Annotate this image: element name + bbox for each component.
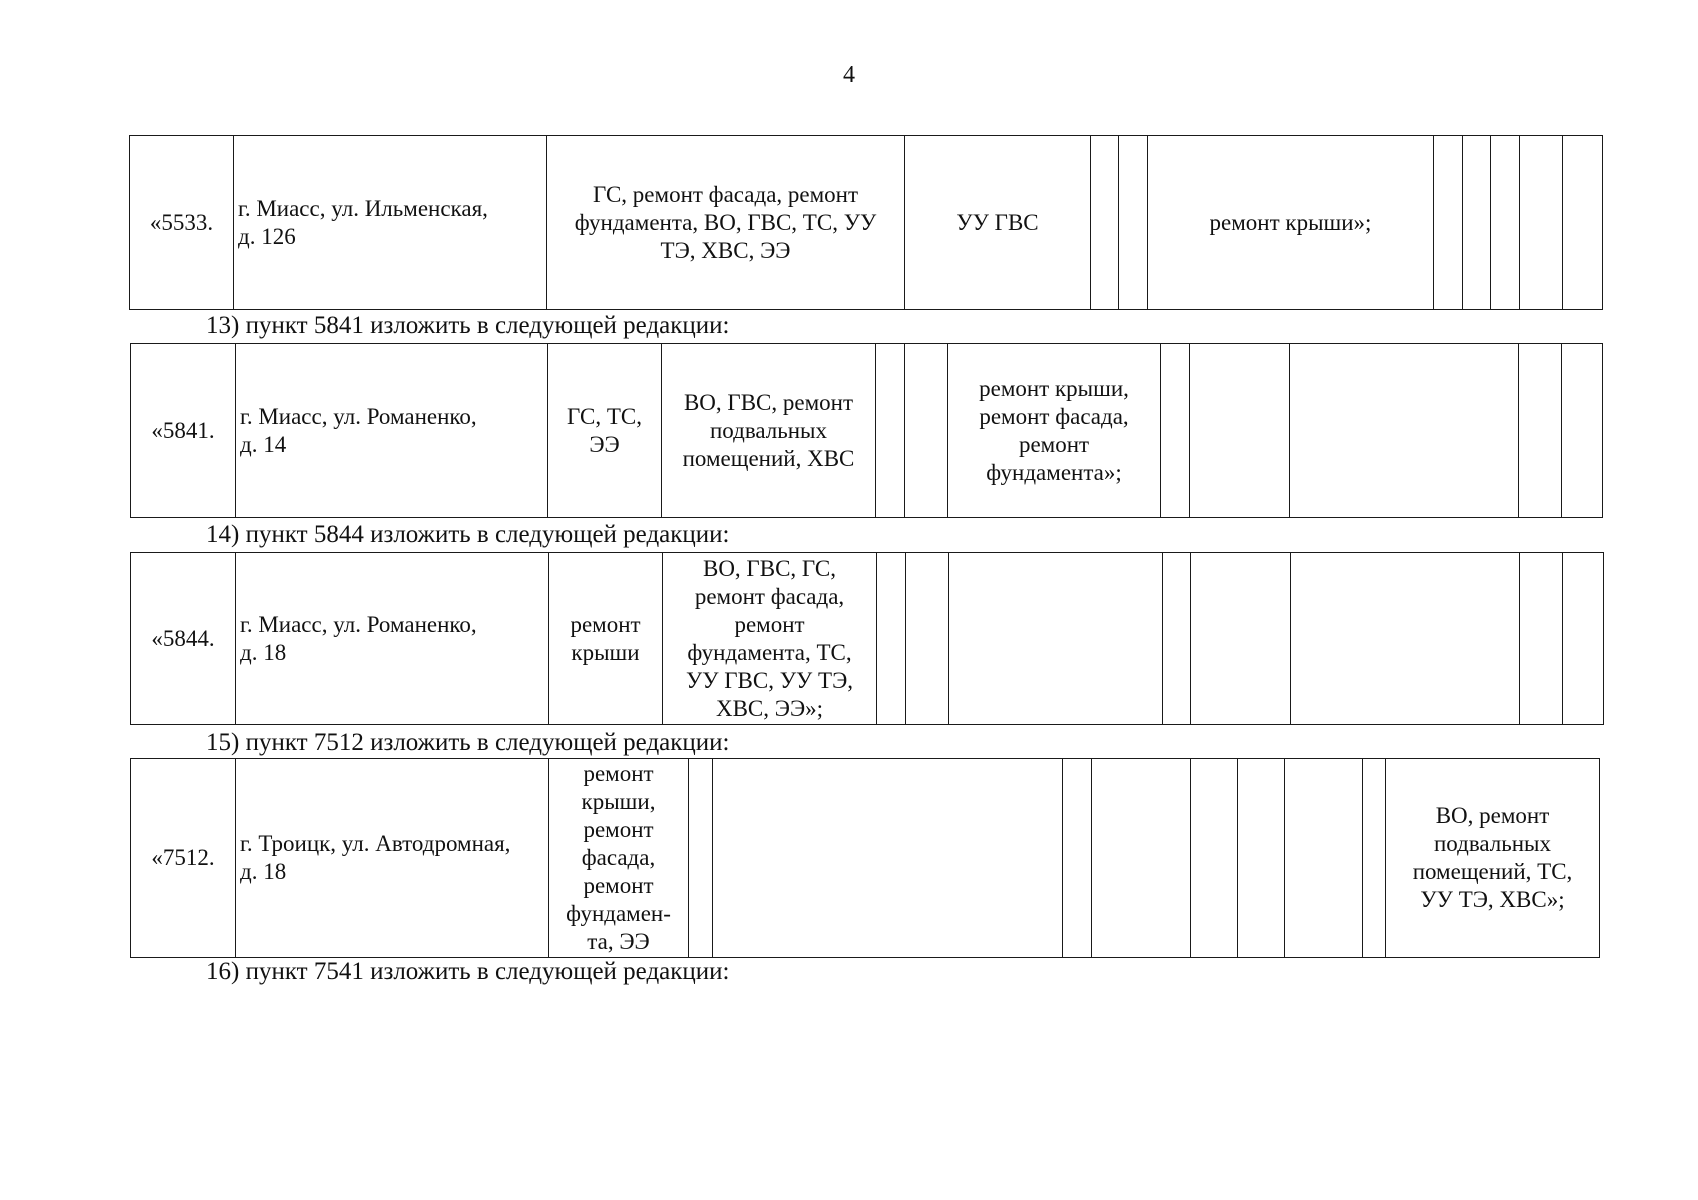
empty-cell (877, 553, 906, 725)
empty-cell (1063, 759, 1092, 958)
empty-cell (1091, 136, 1119, 310)
empty-cell (1290, 344, 1519, 518)
page-number: 4 (843, 62, 855, 88)
row-works: ВО, ремонт подвальных помещений, ТС, УУ ТЭ, ХВС»; (1386, 759, 1600, 958)
row-address: г. Миасс, ул. Романенко, д. 18 (236, 553, 549, 725)
row-works: ремонт крыши, ремонт фасада, ремонт фундамен- та, ЭЭ (549, 759, 689, 958)
row-address: г. Троицк, ул. Автодромная, д. 18 (236, 759, 549, 958)
amendment-caption: 14) пункт 5844 изложить в следующей редакции: (206, 521, 730, 548)
table-row-7512 (130, 758, 1600, 958)
row-works: ремонт крыши (549, 553, 663, 725)
row-address: г. Миасс, ул. Ильменская, д. 126 (234, 136, 547, 310)
empty-cell (905, 344, 948, 518)
empty-cell (1520, 136, 1563, 310)
empty-cell (1434, 136, 1463, 310)
amendment-caption: 13) пункт 5841 изложить в следующей редакции: (206, 312, 730, 339)
row-address: г. Миасс, ул. Романенко, д. 14 (236, 344, 548, 518)
empty-cell (1163, 553, 1191, 725)
empty-cell (906, 553, 949, 725)
row-works: ремонт крыши, ремонт фасада, ремонт фундамента»; (948, 344, 1161, 518)
row-works: ремонт крыши»; (1148, 136, 1434, 310)
empty-cell (1562, 344, 1603, 518)
empty-cell (1520, 553, 1563, 725)
row-works: ГС, ремонт фасада, ремонт фундамента, ВО, ГВС, ТС, УУ ТЭ, ХВС, ЭЭ (547, 136, 905, 310)
empty-cell (1563, 136, 1603, 310)
empty-cell (1285, 759, 1363, 958)
empty-cell (1092, 759, 1191, 958)
empty-cell (1161, 344, 1190, 518)
row-number: «5533. (130, 136, 234, 310)
row-works: УУ ГВС (905, 136, 1091, 310)
row-number: «5841. (131, 344, 236, 518)
empty-cell (1491, 136, 1520, 310)
empty-cell (689, 759, 713, 958)
empty-cell (876, 344, 905, 518)
empty-cell (1191, 553, 1291, 725)
row-number: «5844. (131, 553, 236, 725)
empty-cell (1363, 759, 1386, 958)
empty-cell (1563, 553, 1604, 725)
row-number: «7512. (131, 759, 236, 958)
empty-cell (1291, 553, 1520, 725)
row-works: ВО, ГВС, ГС, ремонт фасада, ремонт фундамента, ТС, УУ ГВС, УУ ТЭ, ХВС, ЭЭ»; (663, 553, 877, 725)
empty-cell (1238, 759, 1285, 958)
row-works: ГС, ТС, ЭЭ (548, 344, 662, 518)
empty-cell (1119, 136, 1148, 310)
empty-cell (949, 553, 1163, 725)
empty-cell (1463, 136, 1491, 310)
table-row-5844 (130, 552, 1604, 725)
table-row-5841 (130, 343, 1603, 518)
empty-cell (1519, 344, 1562, 518)
empty-cell (1190, 344, 1290, 518)
amendment-caption: 16) пункт 7541 изложить в следующей редакции: (206, 958, 730, 985)
empty-cell (1191, 759, 1238, 958)
empty-cell (713, 759, 1063, 958)
table-row-5533 (129, 135, 1603, 310)
row-works: ВО, ГВС, ремонт подвальных помещений, ХВС (662, 344, 876, 518)
amendment-caption: 15) пункт 7512 изложить в следующей редакции: (206, 729, 730, 756)
